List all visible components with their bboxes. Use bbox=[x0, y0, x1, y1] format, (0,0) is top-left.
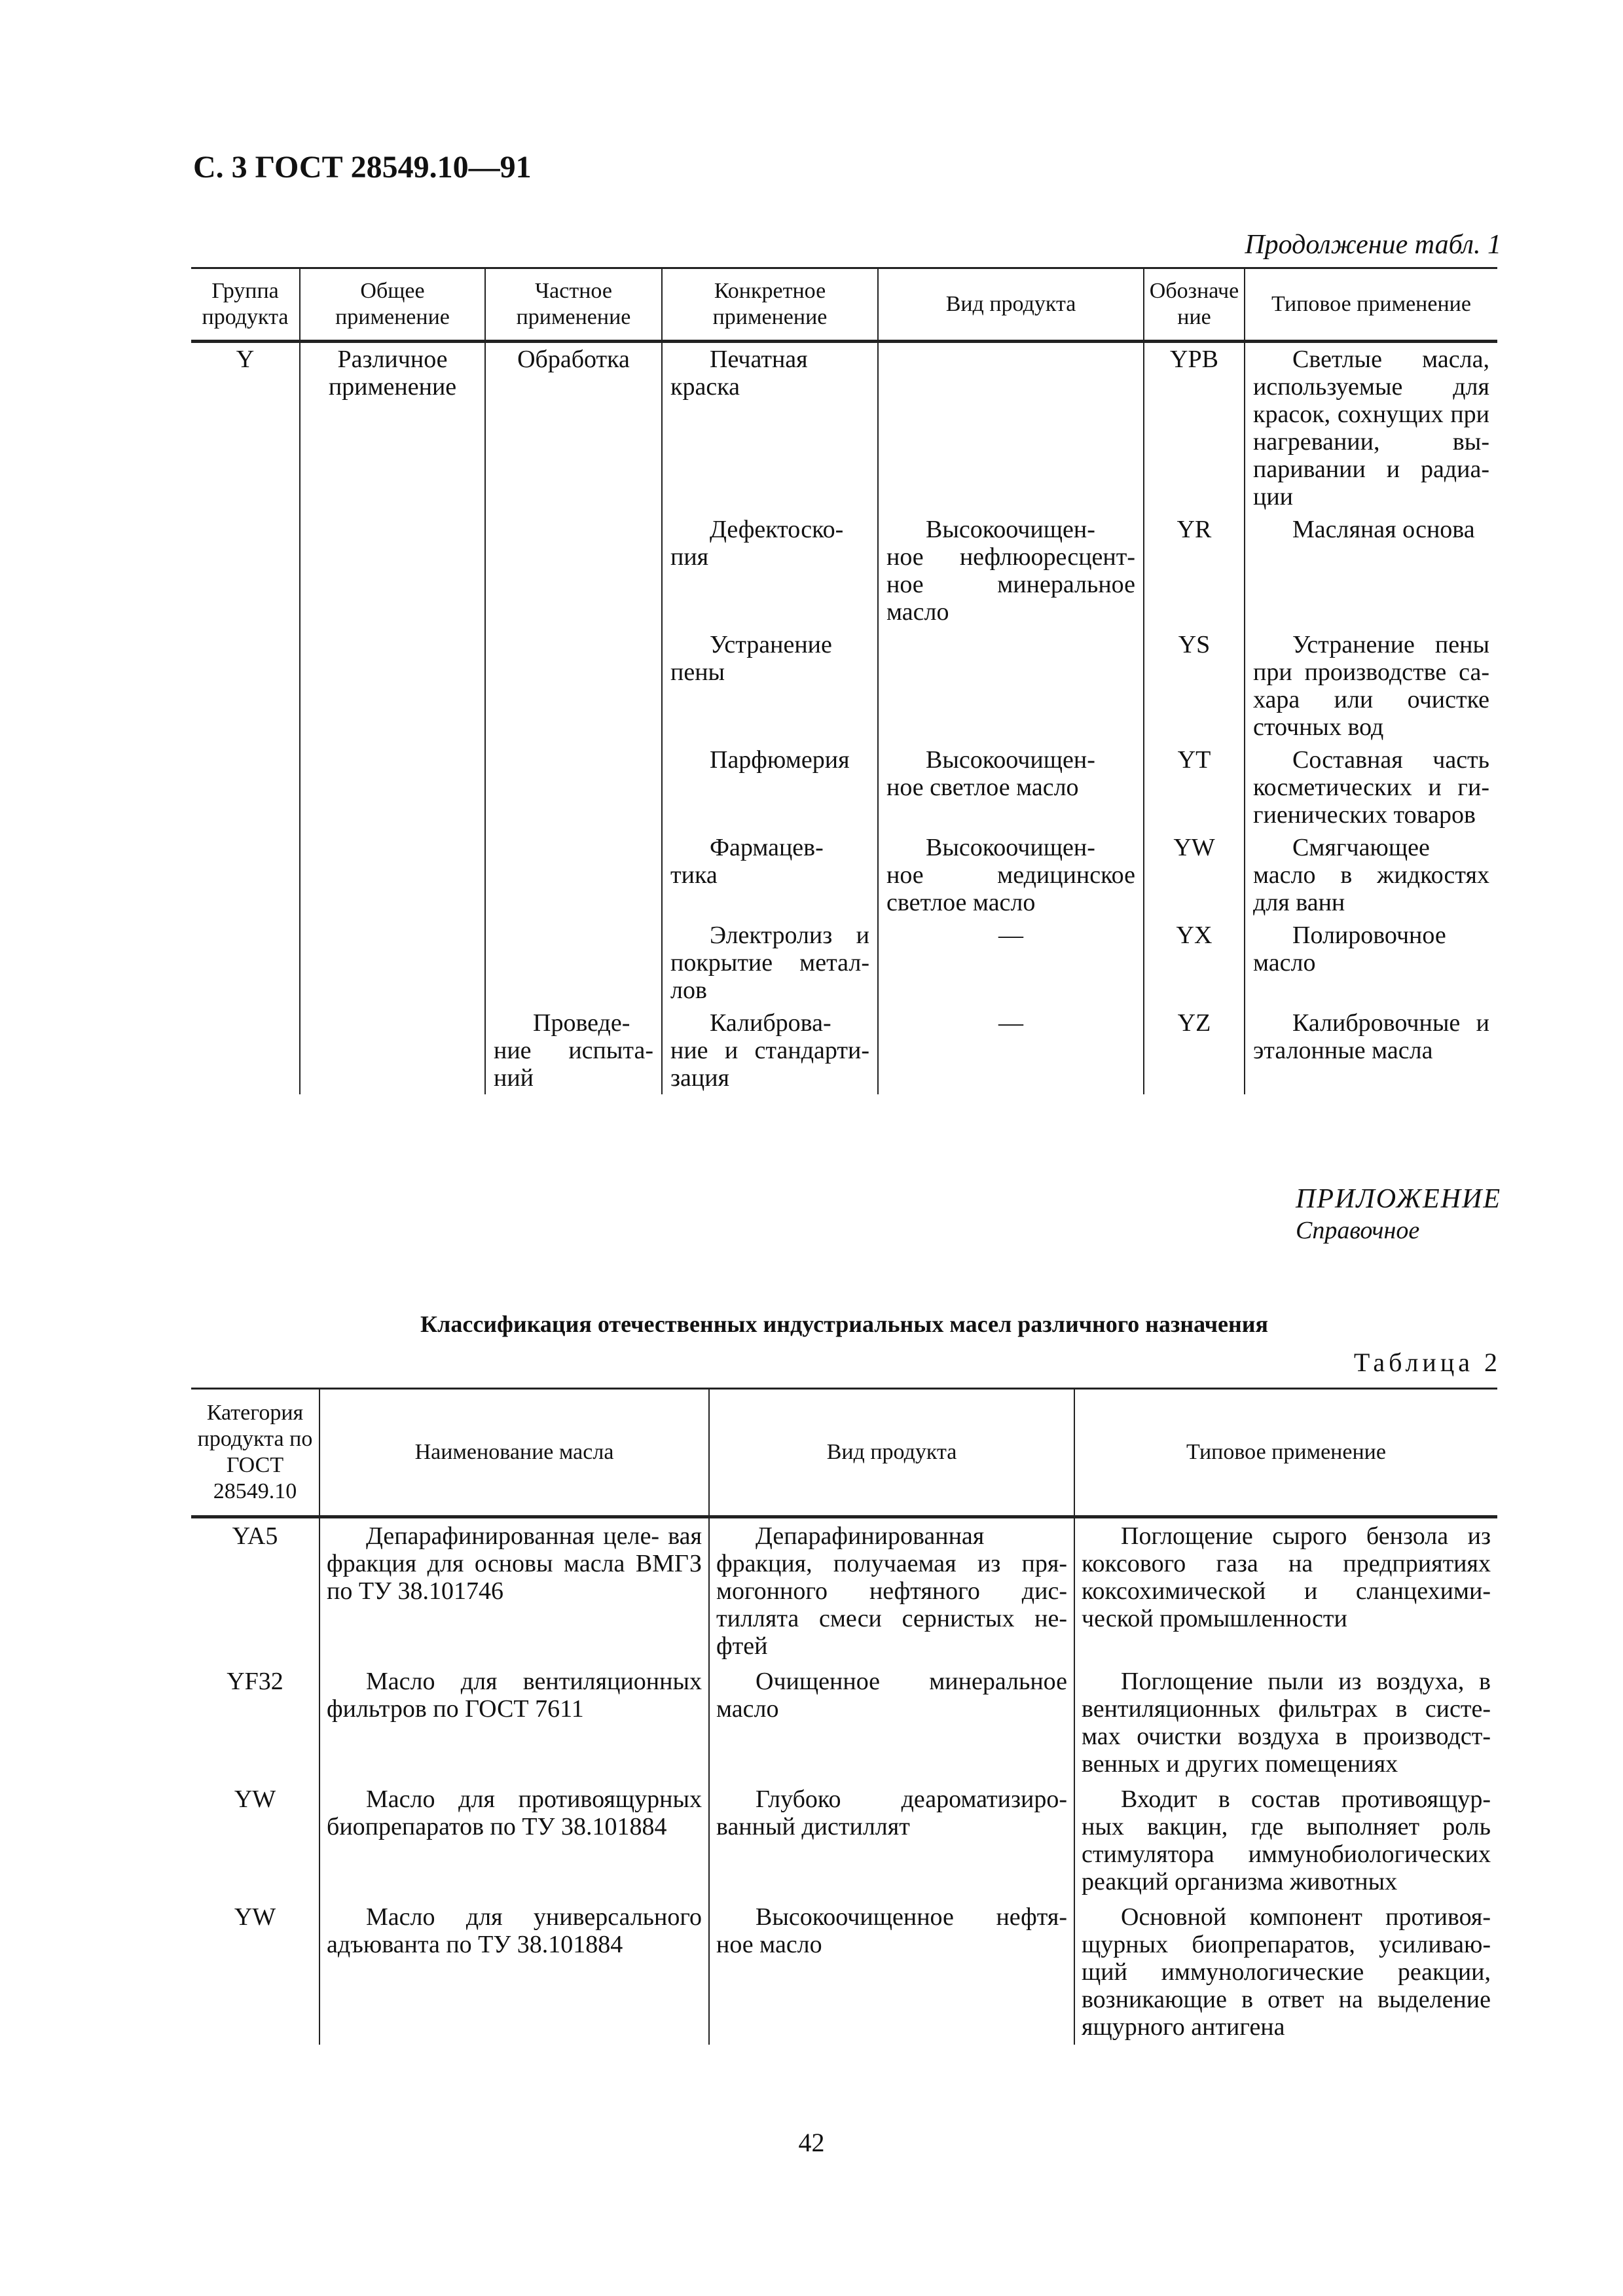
cell-category: YF32 bbox=[191, 1664, 319, 1782]
cell-typical: Светлые масла, используемые для красок, сохнущих при нагревании, вы- паривании и радиа- ции bbox=[1245, 342, 1497, 514]
cell-specific: Калиброва- ние и стандарти- зация bbox=[662, 1007, 878, 1094]
cell-typical: Смягчающее масло в жидкостях для ванн bbox=[1245, 831, 1497, 919]
cell-product bbox=[878, 628, 1144, 744]
cell-product: — bbox=[878, 1007, 1144, 1094]
cell-product: Очищенное минеральное масло bbox=[709, 1664, 1074, 1782]
cell-product: Высокоочищен- ное нефлюоресцент- ное минеральное масло bbox=[878, 513, 1144, 628]
header-typical: Типовое применение bbox=[1074, 1389, 1497, 1517]
cell-specific: Устранение пены bbox=[662, 628, 878, 744]
cell-specific: Фармацев- тика bbox=[662, 831, 878, 919]
table-row bbox=[191, 342, 1497, 514]
cell-code: YS bbox=[1144, 628, 1245, 744]
cell-code: YX bbox=[1144, 919, 1245, 1007]
cell-category: YW bbox=[191, 1782, 319, 1899]
header-group: Группа продукта bbox=[191, 268, 300, 342]
cell-group: Y bbox=[191, 342, 300, 1095]
cell-specific: Парфюмерия bbox=[662, 744, 878, 831]
cell-name: Масло для вентиляционных фильтров по ГОСТ 7611 bbox=[319, 1664, 709, 1782]
appendix-title: ПРИЛОЖЕНИЕ bbox=[1296, 1184, 1501, 1214]
table-1 bbox=[191, 267, 1497, 1094]
table-2-caption: Классификация отечественных индустриальных масел различного назначения bbox=[420, 1311, 1268, 1337]
cell-product bbox=[878, 342, 1144, 514]
header-name: Наименование масла bbox=[319, 1389, 709, 1517]
cell-typical: Масляная основа bbox=[1245, 513, 1497, 628]
cell-typical: Поглощение сырого бензола из коксового газа на предприятиях коксохимической и сланцехими- ческой промышленности bbox=[1074, 1517, 1497, 1664]
cell-particular: Обработка bbox=[485, 342, 662, 1007]
cell-code: YW bbox=[1144, 831, 1245, 919]
table-2-label: Таблица 2 bbox=[1353, 1348, 1501, 1377]
cell-code: YR bbox=[1144, 513, 1245, 628]
header-particular: Частное применение bbox=[485, 268, 662, 342]
table-row bbox=[191, 1782, 1497, 1899]
cell-typical: Составная часть косметических и ги- гиенических товаров bbox=[1245, 744, 1497, 831]
cell-product: Высокоочищенное нефтя- ное масло bbox=[709, 1899, 1074, 2045]
table-row bbox=[191, 1899, 1497, 2045]
header-category: Категория продукта по ГОСТ 28549.10 bbox=[191, 1389, 319, 1517]
table-2-header-row bbox=[191, 1389, 1497, 1517]
cell-code: YZ bbox=[1144, 1007, 1245, 1094]
cell-typical: Устранение пены при производстве са- хара или очистке сточных вод bbox=[1245, 628, 1497, 744]
header-specific: Конкретное применение bbox=[662, 268, 878, 342]
cell-name: Масло для противоящурных биопрепаратов по ТУ 38.101884 bbox=[319, 1782, 709, 1899]
cell-category: YA5 bbox=[191, 1517, 319, 1664]
table-continuation-note: Продолжение табл. 1 bbox=[1245, 230, 1501, 260]
cell-code: YT bbox=[1144, 744, 1245, 831]
cell-specific: Дефектоско- пия bbox=[662, 513, 878, 628]
cell-typical: Полировочное масло bbox=[1245, 919, 1497, 1007]
appendix-subtitle: Справочное bbox=[1296, 1217, 1420, 1244]
cell-typical: Поглощение пыли из воздуха, в вентиляционных фильтрах в систе- мах очистки воздуха в производст- венных и других помещениях bbox=[1074, 1664, 1497, 1782]
table-row bbox=[191, 1664, 1497, 1782]
table-2 bbox=[191, 1388, 1497, 2045]
header-product: Вид продукта bbox=[878, 268, 1144, 342]
cell-code: YPB bbox=[1144, 342, 1245, 514]
header-typical: Типовое применение bbox=[1245, 268, 1497, 342]
header-code: Обозначе ние bbox=[1144, 268, 1245, 342]
cell-specific: Печатная краска bbox=[662, 342, 878, 514]
header-product: Вид продукта bbox=[709, 1389, 1074, 1517]
table-row bbox=[191, 1517, 1497, 1664]
cell-typical: Основной компонент противоя- щурных биопрепаратов, усиливаю- щий иммунологические реакции, возникающие в ответ на выделение ящурного антигена bbox=[1074, 1899, 1497, 2045]
appendix-heading bbox=[1296, 1183, 1501, 1246]
cell-name: Депарафинированная целе- вая фракция для основы масла ВМГЗ по ТУ 38.101746 bbox=[319, 1517, 709, 1664]
cell-particular: Проведе- ние испыта- ний bbox=[485, 1007, 662, 1094]
cell-product: — bbox=[878, 919, 1144, 1007]
cell-product: Высокоочищен- ное медицинское светлое масло bbox=[878, 831, 1144, 919]
page-header: С. 3 ГОСТ 28549.10—91 bbox=[193, 150, 532, 185]
cell-general: Различное применение bbox=[300, 342, 485, 1095]
cell-typical: Входит в состав противоящур- ных вакцин, где выполняет роль стимулятора иммунобиологических реакций организма животных bbox=[1074, 1782, 1497, 1899]
table-1-header-row bbox=[191, 268, 1497, 342]
cell-specific: Электролиз и покрытие метал- лов bbox=[662, 919, 878, 1007]
cell-category: YW bbox=[191, 1899, 319, 2045]
page-number: 42 bbox=[798, 2128, 825, 2157]
cell-product: Высокоочищен- ное светлое масло bbox=[878, 744, 1144, 831]
header-general: Общее применение bbox=[300, 268, 485, 342]
cell-product: Депарафинированная фракция, получаемая из пря- могонного нефтяного дис- тиллята смеси сернистых не- фтей bbox=[709, 1517, 1074, 1664]
cell-product: Глубоко деароматизиро- ванный дистиллят bbox=[709, 1782, 1074, 1899]
cell-name: Масло для универсального адъюванта по ТУ 38.101884 bbox=[319, 1899, 709, 2045]
cell-typical: Калибровочные и эталонные масла bbox=[1245, 1007, 1497, 1094]
